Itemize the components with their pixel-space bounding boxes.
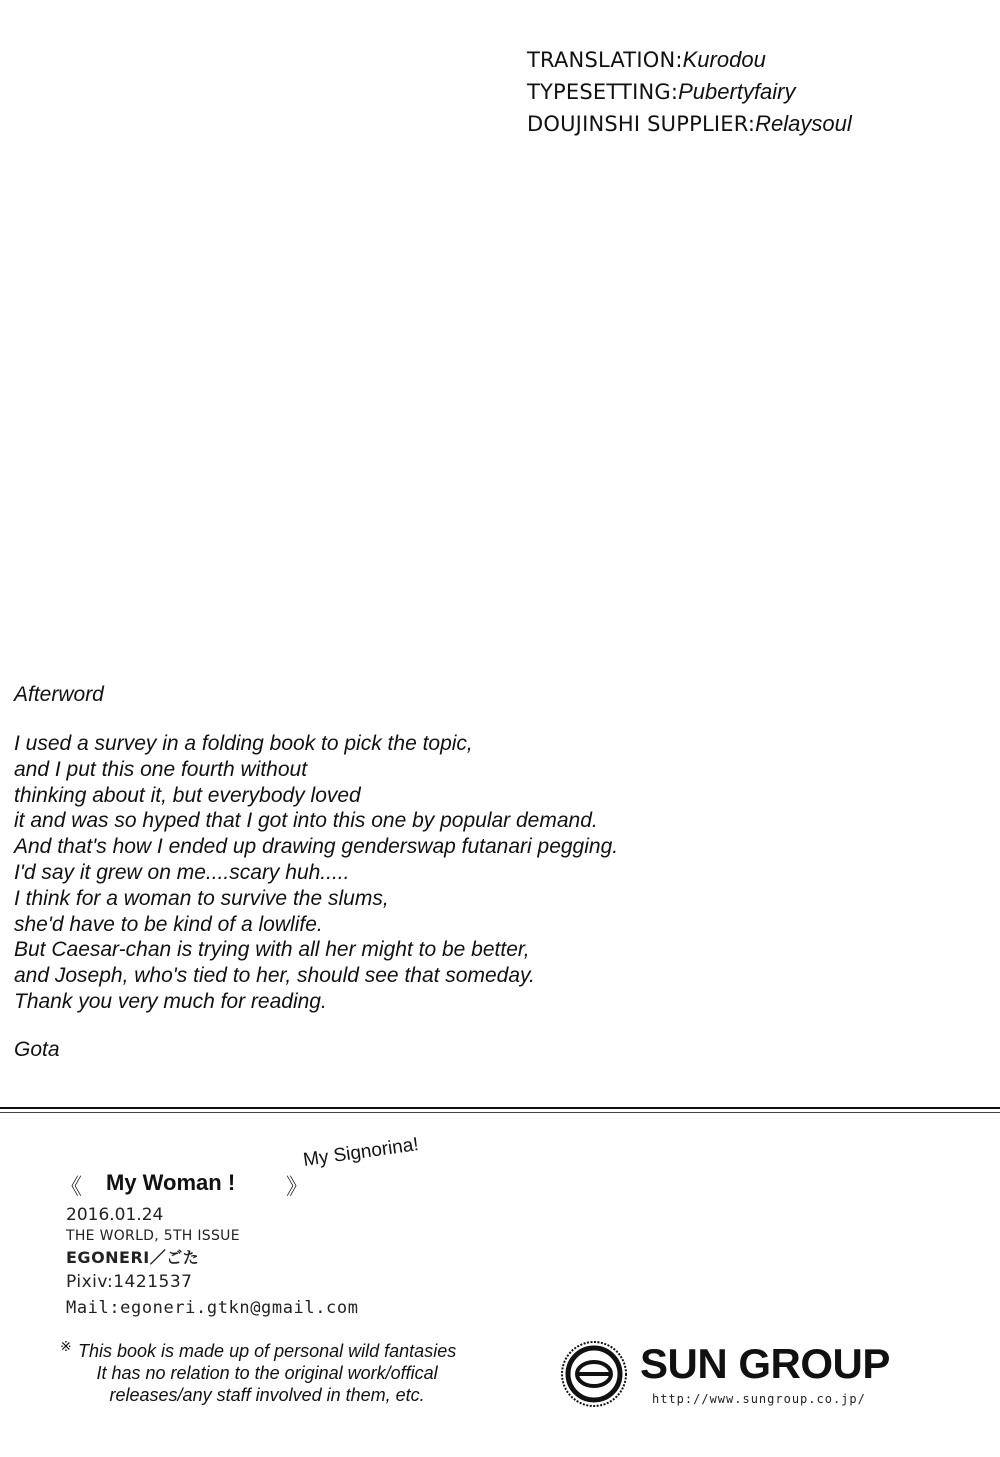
afterword-line: But Caesar-chan is trying with all her might to be better, <box>14 938 530 962</box>
afterword-line: Thank you very much for reading. <box>14 989 327 1013</box>
book-subtitle: My Signorina! <box>301 1134 420 1172</box>
credit-supplier: DOUJINSHI SUPPLIER:Relaysoul <box>527 111 852 136</box>
printer-credit <box>560 1338 940 1418</box>
close-bracket: 》 <box>286 1175 309 1200</box>
afterword-body <box>14 731 618 1015</box>
printer-name: SUN GROUP <box>640 1340 890 1387</box>
disclaimer-line: releases/any staff involved in them, etc. <box>109 1385 425 1405</box>
disclaimer-line: This book is made up of personal wild fantasies <box>78 1341 457 1361</box>
afterword-line: and Joseph, who's tied to her, should see that someday. <box>14 964 535 988</box>
divider-thin <box>0 1112 1000 1113</box>
credit-typesetting: TYPESETTING:Pubertyfairy <box>527 79 796 104</box>
pixiv-id: Pixiv:1421537 <box>66 1272 193 1292</box>
divider-thick <box>0 1107 1000 1109</box>
disclaimer-line: It has no relation to the original work/offical <box>96 1363 438 1383</box>
credits-block <box>527 44 852 140</box>
afterword-line: And that's how I ended up drawing genderswap futanari pegging. <box>14 835 619 859</box>
circle-name: EGONERI／ごた <box>66 1248 200 1267</box>
printer-url: http://www.sungroup.co.jp/ <box>652 1392 866 1406</box>
afterword <box>14 681 618 1064</box>
afterword-line: and I put this one fourth without <box>14 757 308 781</box>
afterword-line: thinking about it, but everybody loved <box>14 783 361 807</box>
afterword-line: I'd say it grew on me....scary huh..... <box>14 860 350 884</box>
afterword-line: it and was so hyped that I got into this one by popular demand. <box>14 809 598 833</box>
afterword-signature: Gota <box>14 1037 60 1061</box>
sun-group-logo-icon <box>560 1340 628 1408</box>
mail-address: Mail:egoneri.gtkn@gmail.com <box>66 1298 359 1318</box>
reference-mark: ※ <box>60 1338 72 1354</box>
afterword-line: I think for a woman to survive the slums, <box>14 886 389 910</box>
credit-translation: TRANSLATION:Kurodou <box>527 47 766 72</box>
afterword-line: she'd have to be kind of a lowlife. <box>14 912 323 936</box>
book-title: My Woman ! <box>106 1170 236 1195</box>
afterword-line: I used a survey in a folding book to pick the topic, <box>14 732 473 755</box>
afterword-title: Afterword <box>14 683 104 706</box>
event-issue: THE WORLD, 5TH ISSUE <box>66 1228 240 1244</box>
publish-date: 2016.01.24 <box>66 1205 164 1225</box>
disclaimer <box>60 1340 456 1406</box>
open-bracket: 《 <box>60 1175 83 1200</box>
colophon-details <box>66 1204 359 1322</box>
